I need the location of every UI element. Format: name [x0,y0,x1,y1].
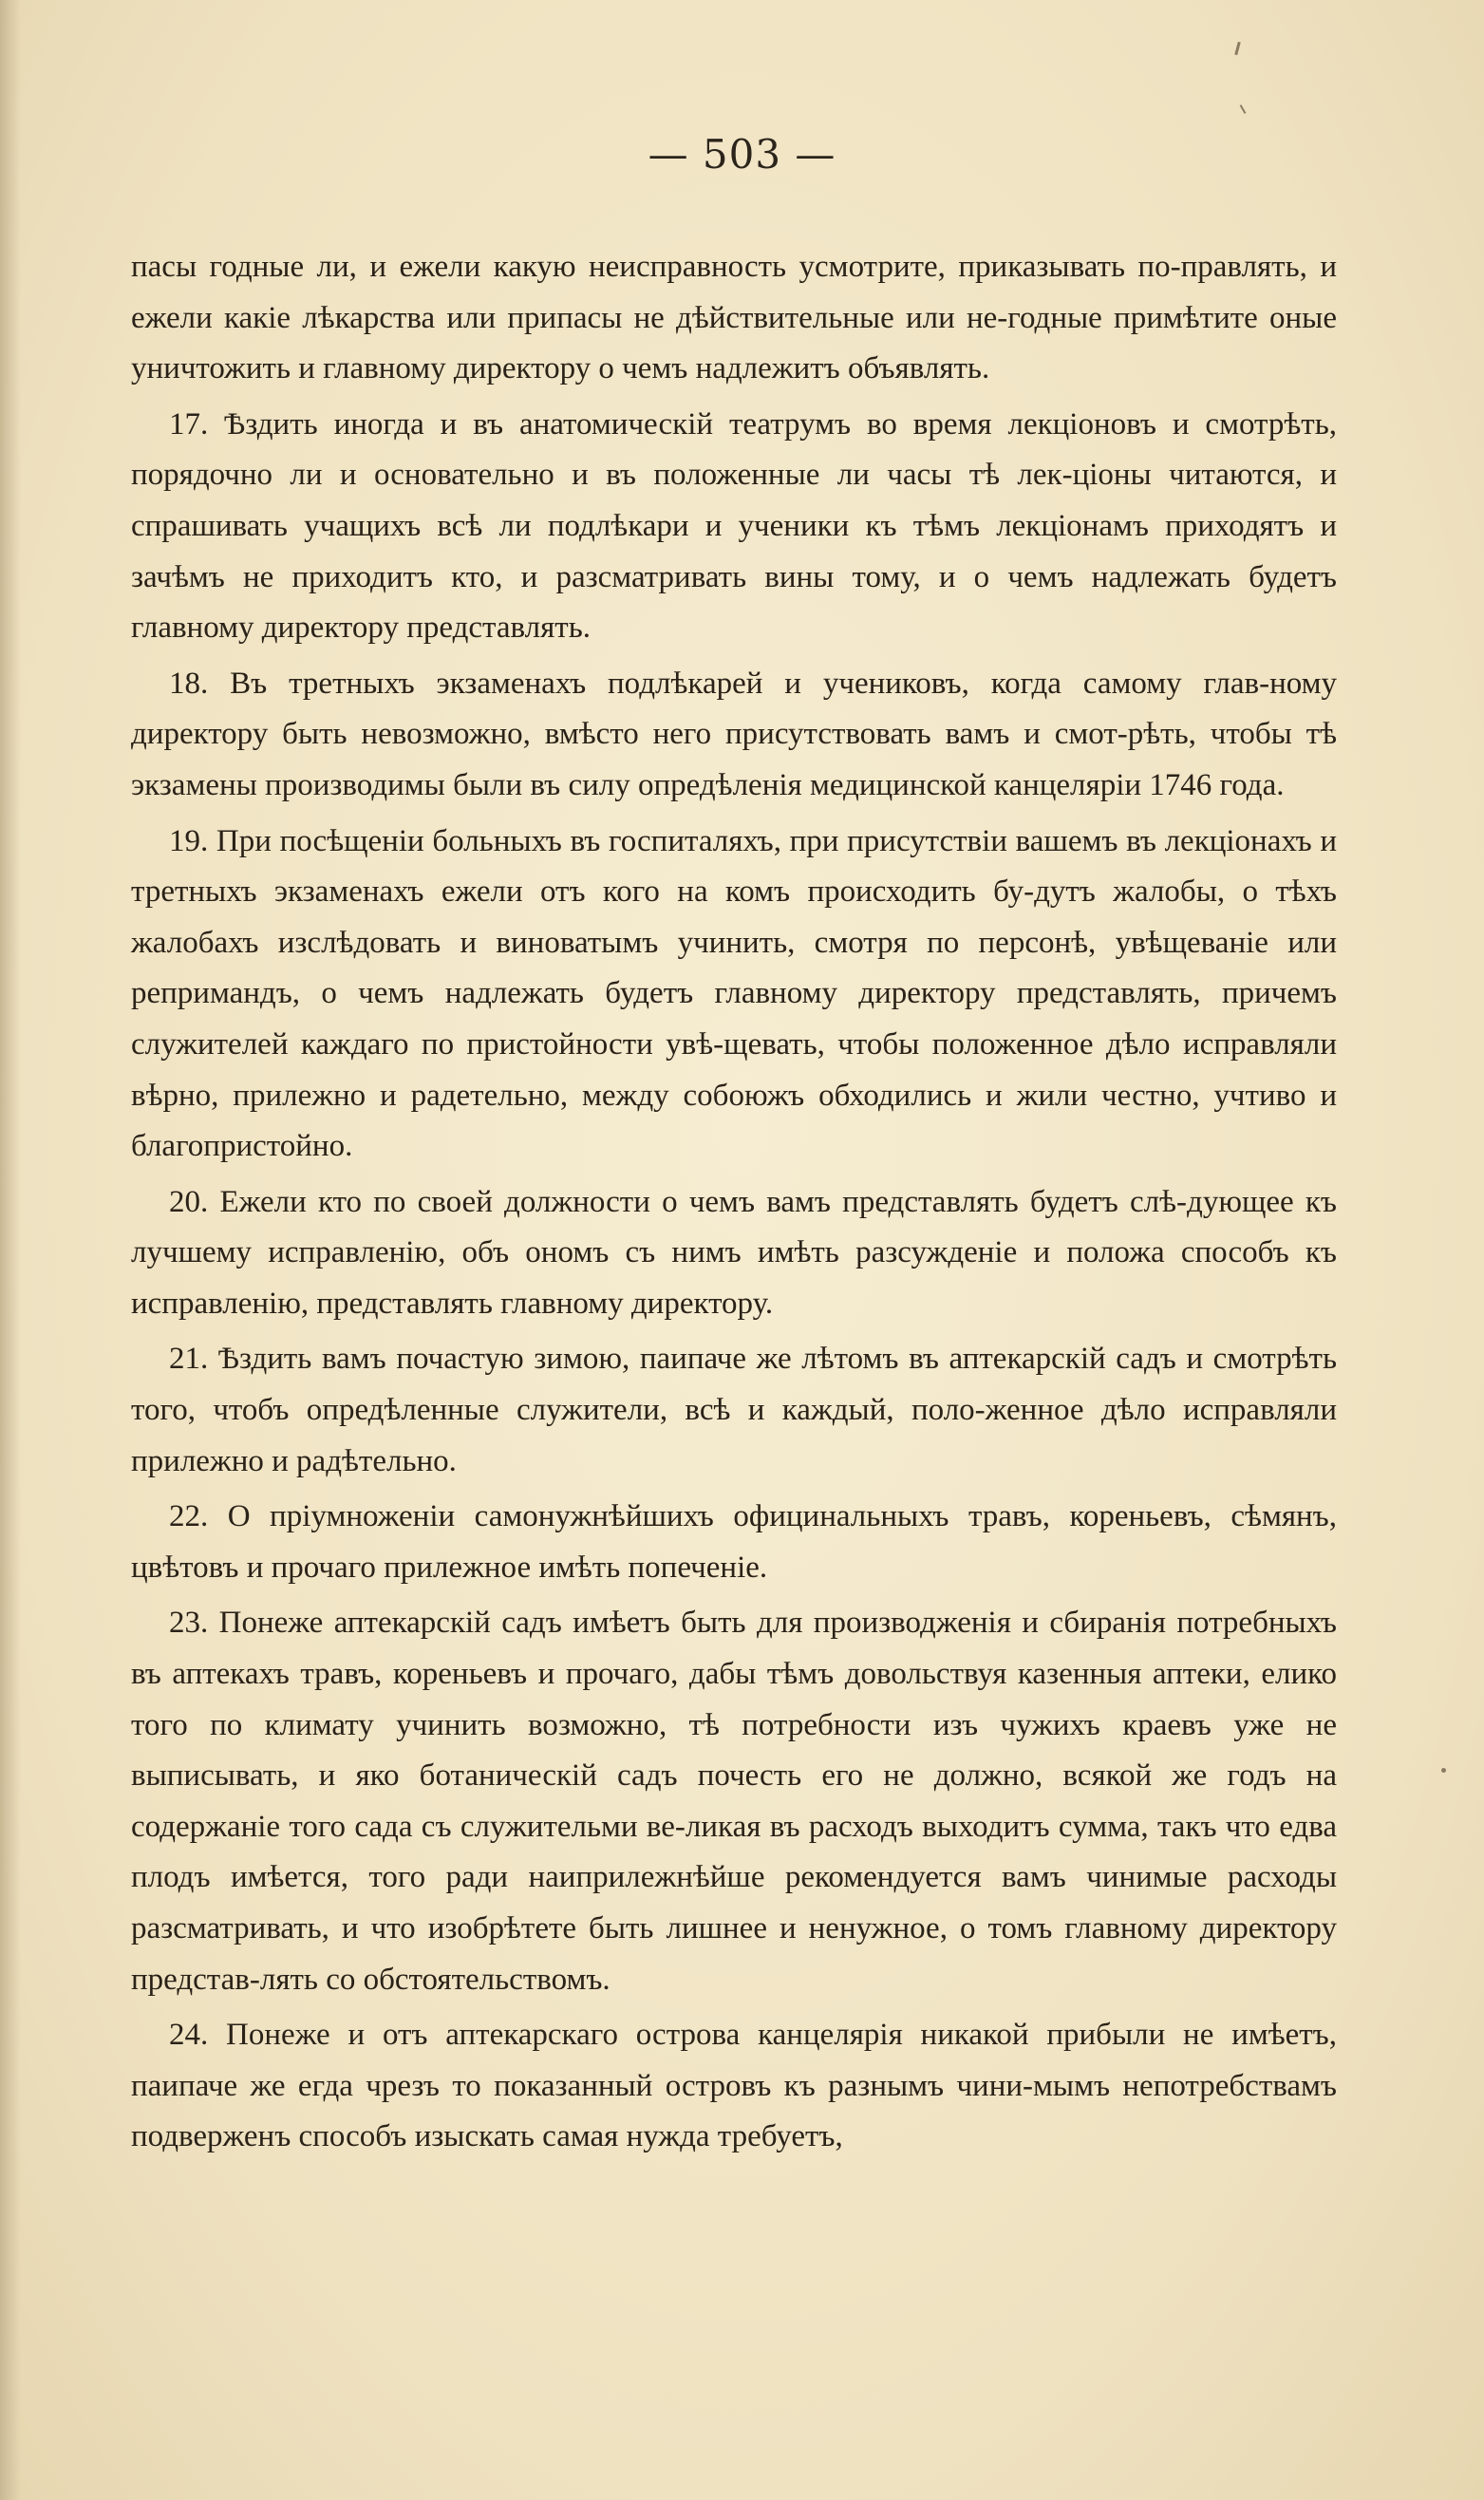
paragraph-continuation: пасы годные ли, и ежели какую неисправность усмотрите, приказывать по-правлять, и ежели какiе лѣкарства или припасы не дѣйствительные или не-годные примѣтите оные уничтожить и главному директору о чемъ надлежитъ объявлять. [131,250,1337,386]
page-edge-shadow [0,0,21,2500]
page-number: — 503 — [648,131,836,178]
body-text [131,242,1337,2168]
paragraph-21: 21. Ѣздить вамъ почастую зимою, паипаче же лѣтомъ въ аптекарскiй садъ и смотрѣть того, чтобъ опредѣленные служители, всѣ и каждый, поло-женное дѣло исправляли прилежно и радѣтельно. [131,1342,1337,1478]
paragraph-24: 24. Понеже и отъ аптекарскаго острова канцелярiя никакой прибыли не имѣетъ, паипаче же егда чрезъ то показанный островъ къ разнымъ чини-мымъ непотребствамъ подверженъ способъ изыскать самая нужда требуетъ, [131,2018,1337,2154]
paragraph-17: 17. Ѣздить иногда и въ анатомическiй театрумъ во время лекцiоновъ и смотрѣть, порядочно ли и основательно и въ положенные ли часы тѣ лек-цiоны читаются, и спрашивать учащихъ всѣ ли подлѣкари и ученики къ тѣмъ лекцiонамъ приходятъ и зачѣмъ не приходитъ кто, и разсматривать вины тому, и о чемъ надлежать будетъ главному директору представлять. [131,406,1337,646]
paragraph-22: 22. О прiумноженiи самонужнѣйшихъ официнальныхъ травъ, кореньевъ, сѣмянъ, цвѣтовъ и прочаго прилежное имѣть попеченiе. [131,1499,1337,1585]
paragraph-20: 20. Ежели кто по своей должности о чемъ вамъ представлять будетъ слѣ-дующее къ лучшему исправленiю, объ ономъ съ нимъ имѣть разсужденiе и положа способъ къ исправленiю, представлять главному директору. [131,1184,1337,1321]
paper-speck [1240,104,1247,114]
paragraph-18: 18. Въ третныхъ экзаменахъ подлѣкарей и учениковъ, когда самому глав-ному директору быть невозможно, вмѣсто него присутствовать вамъ и смот-рѣть, чтобы тѣ экзамены производимы были въ силу опредѣленiя медицинской канцелярiи 1746 года. [131,666,1337,802]
paper-speck [1234,42,1241,55]
paper-speck [1441,1768,1446,1773]
paragraph-23: 23. Понеже аптекарскiй садъ имѣетъ быть для производженiя и сбиранiя потребныхъ въ аптекахъ травъ, кореньевъ и прочаго, дабы тѣмъ довольствуя казенныя аптеки, елико того по климату учинить возможно, тѣ потребности изъ чужихъ краевъ уже не выписывать, и яко ботаническiй садъ почесть его не должно, всякой же годъ на содержанiе того сада съ служительми ве-ликая въ расходъ выходитъ сумма, такъ что едва плодъ имѣется, того ради наиприлежнѣйше рекомендуется вамъ чинимые расходы разсматривать, и что изобрѣтете быть лишнее и ненужное, о томъ главному директору представ-лять со обстоятельствомъ. [131,1606,1337,1997]
paragraph-19: 19. При посѣщенiи больныхъ въ госпиталяхъ, при присутствiи вашемъ въ лекцiонахъ и третныхъ экзаменахъ ежели отъ кого на комъ происходить бу-дутъ жалобы, о тѣхъ жалобахъ изслѣдовать и виноватымъ учинить, смотря по персонѣ, увѣщеванiе или репримандъ, о чемъ надлежать будетъ главному директору представлять, причемъ служителей каждаго по пристойности увѣ-щевать, чтобы положенное дѣло исправляли вѣрно, прилежно и радетельно, между собоюжъ обходились и жили честно, учтиво и благопристойно. [131,823,1337,1164]
